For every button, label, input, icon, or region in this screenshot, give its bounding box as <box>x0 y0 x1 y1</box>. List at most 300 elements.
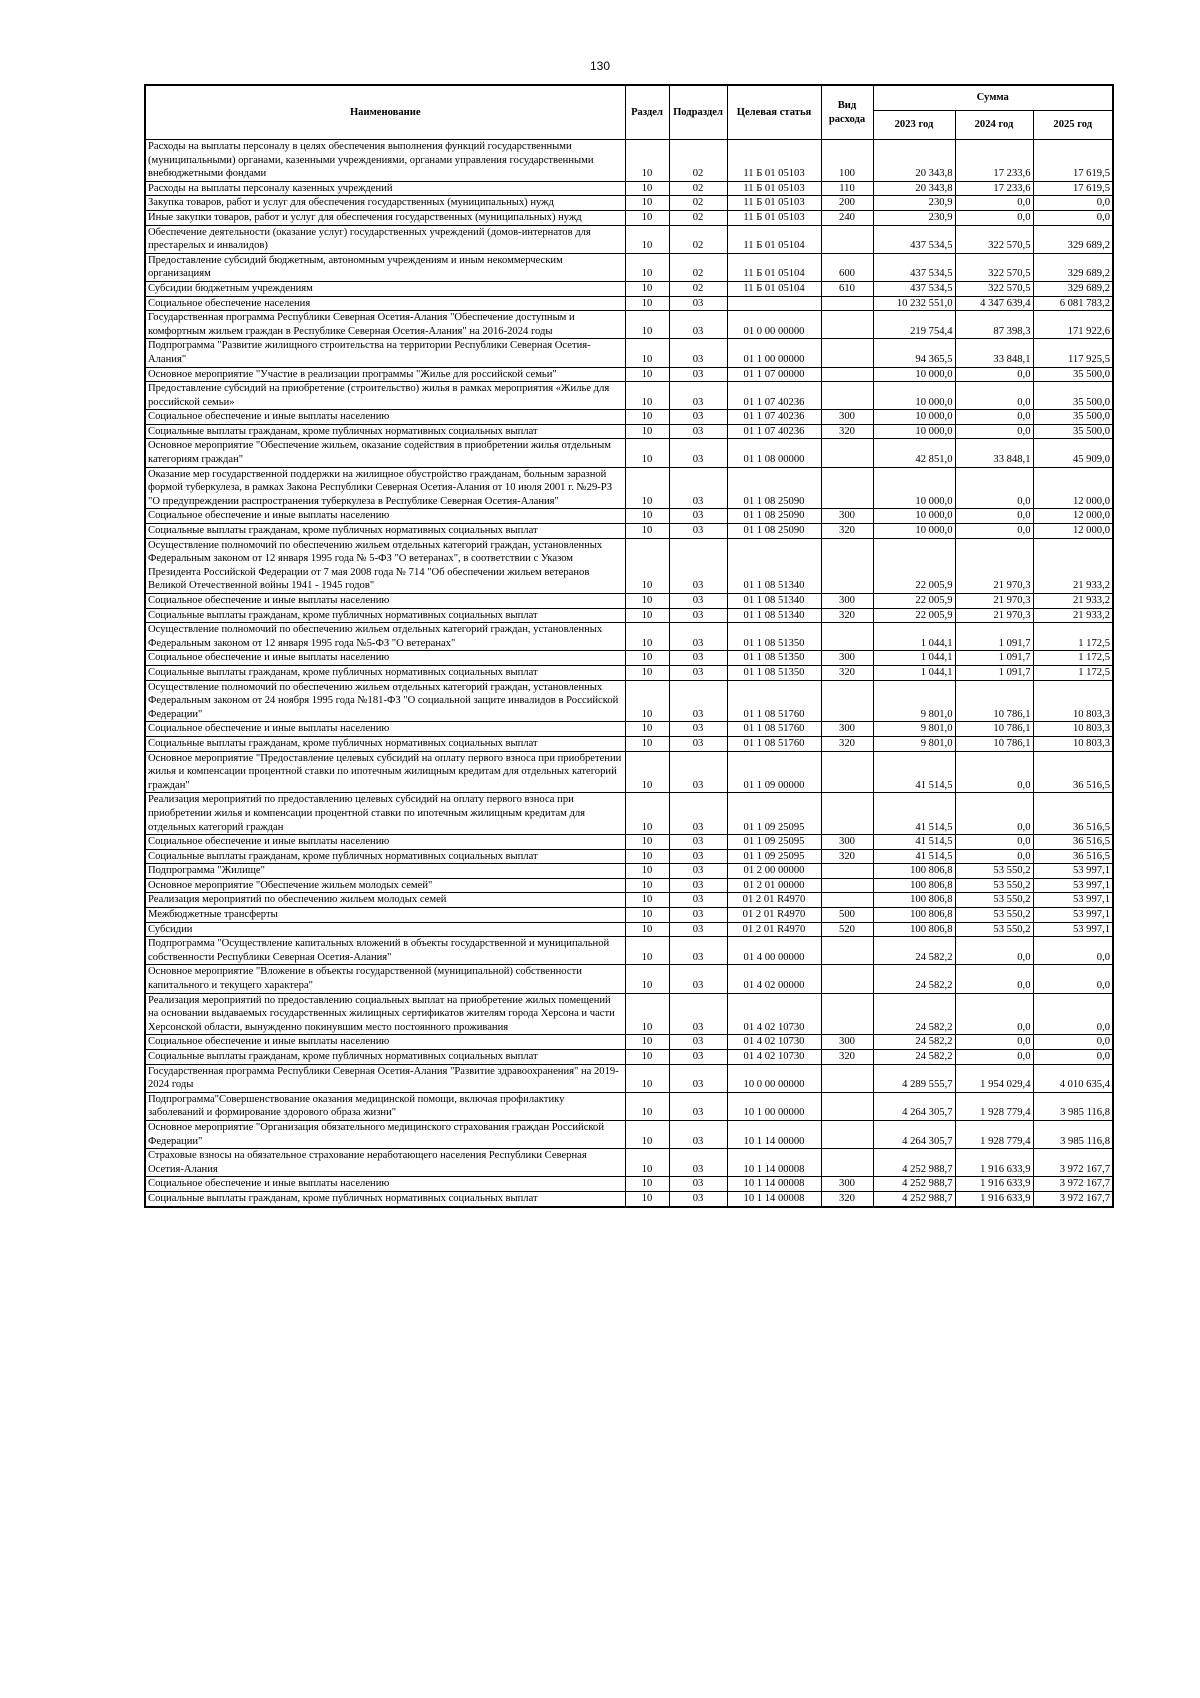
cell-sum-2024: 0,0 <box>955 410 1033 425</box>
cell-sum-2024: 53 550,2 <box>955 878 1033 893</box>
cell-expense-type: 320 <box>821 849 873 864</box>
cell-subsection: 03 <box>669 382 727 410</box>
cell-sum-2024: 1 928 779,4 <box>955 1120 1033 1148</box>
cell-target-article: 11 Б 01 05103 <box>727 181 821 196</box>
cell-name: Реализация мероприятий по предоставлению социальных выплат на приобретение жилых помещений на основании выдаваемых государственных жилищных сертификатов жителям города Херсона и части Херсонской области, вынужденно покинувшим место постоянного проживания <box>145 993 625 1035</box>
cell-sum-2025: 3 985 116,8 <box>1033 1120 1113 1148</box>
cell-target-article: 01 1 09 25095 <box>727 835 821 850</box>
cell-sum-2023: 10 000,0 <box>873 424 955 439</box>
cell-sum-2023: 24 582,2 <box>873 937 955 965</box>
cell-target-article: 11 Б 01 05104 <box>727 281 821 296</box>
cell-sum-2024: 0,0 <box>955 1035 1033 1050</box>
cell-sum-2023: 94 365,5 <box>873 339 955 367</box>
cell-sum-2023: 219 754,4 <box>873 311 955 339</box>
cell-sum-2025: 53 997,1 <box>1033 878 1113 893</box>
cell-sum-2025: 3 972 167,7 <box>1033 1177 1113 1192</box>
table-row <box>145 1120 1113 1148</box>
cell-expense-type: 320 <box>821 736 873 751</box>
cell-target-article: 01 1 08 51340 <box>727 608 821 623</box>
cell-sum-2024: 0,0 <box>955 424 1033 439</box>
cell-expense-type <box>821 1149 873 1177</box>
table-row <box>145 1035 1113 1050</box>
cell-sum-2024: 21 970,3 <box>955 594 1033 609</box>
cell-subsection: 02 <box>669 225 727 253</box>
cell-section: 10 <box>625 281 669 296</box>
cell-sum-2023: 230,9 <box>873 210 955 225</box>
cell-subsection: 02 <box>669 281 727 296</box>
cell-name: Закупка товаров, работ и услуг для обеспечения государственных (муниципальных) нужд <box>145 196 625 211</box>
table-row <box>145 281 1113 296</box>
cell-expense-type: 300 <box>821 1035 873 1050</box>
cell-name: Подпрограмма "Осуществление капитальных вложений в объекты государственной и муниципальной собственности Республики Северная Осетия-Алания" <box>145 937 625 965</box>
table-row <box>145 651 1113 666</box>
cell-sum-2024: 322 570,5 <box>955 281 1033 296</box>
cell-sum-2025: 0,0 <box>1033 1035 1113 1050</box>
cell-target-article: 01 1 08 25090 <box>727 509 821 524</box>
cell-sum-2024: 0,0 <box>955 210 1033 225</box>
cell-sum-2023: 10 232 551,0 <box>873 296 955 311</box>
table-row <box>145 623 1113 651</box>
header-year-2023: 2023 год <box>873 111 955 140</box>
table-row <box>145 311 1113 339</box>
cell-sum-2024: 33 848,1 <box>955 439 1033 467</box>
cell-expense-type: 320 <box>821 424 873 439</box>
cell-name: Социальные выплаты гражданам, кроме публичных нормативных социальных выплат <box>145 665 625 680</box>
cell-subsection: 03 <box>669 608 727 623</box>
cell-name: Социальное обеспечение и иные выплаты населению <box>145 410 625 425</box>
cell-name: Основное мероприятие "Участие в реализации программы "Жилье для российской семьи" <box>145 367 625 382</box>
cell-name: Основное мероприятие "Обеспечение жильем, оказание содействия в приобретении жилья отдельным категориям граждан" <box>145 439 625 467</box>
cell-sum-2023: 4 264 305,7 <box>873 1092 955 1120</box>
cell-expense-type: 300 <box>821 835 873 850</box>
header-expense-type: Вид расхода <box>821 85 873 140</box>
cell-target-article: 01 1 09 25095 <box>727 849 821 864</box>
cell-subsection: 03 <box>669 410 727 425</box>
cell-subsection: 03 <box>669 594 727 609</box>
cell-sum-2025: 53 997,1 <box>1033 864 1113 879</box>
table-row <box>145 1191 1113 1206</box>
cell-section: 10 <box>625 893 669 908</box>
header-year-2024: 2024 год <box>955 111 1033 140</box>
cell-sum-2025: 36 516,5 <box>1033 835 1113 850</box>
cell-target-article: 01 1 09 25095 <box>727 793 821 835</box>
cell-name: Иные закупки товаров, работ и услуг для обеспечения государственных (муниципальных) нужд <box>145 210 625 225</box>
cell-subsection: 03 <box>669 751 727 793</box>
cell-expense-type <box>821 965 873 993</box>
cell-sum-2025: 21 933,2 <box>1033 594 1113 609</box>
cell-subsection: 02 <box>669 140 727 182</box>
cell-sum-2025: 36 516,5 <box>1033 751 1113 793</box>
cell-sum-2024: 1 091,7 <box>955 665 1033 680</box>
cell-name: Социальные выплаты гражданам, кроме публичных нормативных социальных выплат <box>145 524 625 539</box>
cell-subsection: 03 <box>669 1035 727 1050</box>
cell-section: 10 <box>625 253 669 281</box>
cell-name: Предоставление субсидий на приобретение (строительство) жилья в рамках мероприятия «Жилье для российской семьи» <box>145 382 625 410</box>
cell-sum-2023: 42 851,0 <box>873 439 955 467</box>
cell-section: 10 <box>625 594 669 609</box>
cell-sum-2024: 17 233,6 <box>955 140 1033 182</box>
cell-sum-2024: 0,0 <box>955 524 1033 539</box>
cell-name: Подпрограмма "Развитие жилищного строительства на территории Республики Северная Осетия-Алания" <box>145 339 625 367</box>
table-row <box>145 893 1113 908</box>
cell-target-article: 01 1 07 40236 <box>727 382 821 410</box>
cell-sum-2024: 0,0 <box>955 849 1033 864</box>
cell-section: 10 <box>625 1035 669 1050</box>
cell-subsection: 03 <box>669 1149 727 1177</box>
cell-sum-2025: 35 500,0 <box>1033 424 1113 439</box>
cell-sum-2023: 10 000,0 <box>873 382 955 410</box>
cell-sum-2025: 10 803,3 <box>1033 680 1113 722</box>
cell-sum-2023: 100 806,8 <box>873 864 955 879</box>
cell-sum-2023: 100 806,8 <box>873 908 955 923</box>
table-row <box>145 1064 1113 1092</box>
table-row <box>145 296 1113 311</box>
cell-target-article: 10 1 14 00008 <box>727 1177 821 1192</box>
cell-sum-2023: 100 806,8 <box>873 922 955 937</box>
cell-sum-2024: 87 398,3 <box>955 311 1033 339</box>
cell-name: Реализация мероприятий по предоставлению целевых субсидий на оплату первого взноса при приобретении жилья и компенсации процентной ставки по ипотечным жилищным кредитам для отдельных категорий граждан <box>145 793 625 835</box>
table-row <box>145 849 1113 864</box>
cell-sum-2023: 1 044,1 <box>873 665 955 680</box>
page-number: 130 <box>589 59 611 73</box>
cell-sum-2025: 53 997,1 <box>1033 922 1113 937</box>
cell-sum-2023: 9 801,0 <box>873 722 955 737</box>
cell-target-article: 01 1 09 00000 <box>727 751 821 793</box>
cell-sum-2024: 53 550,2 <box>955 893 1033 908</box>
table-row <box>145 680 1113 722</box>
cell-target-article: 01 2 01 R4970 <box>727 893 821 908</box>
cell-expense-type <box>821 623 873 651</box>
cell-sum-2023: 100 806,8 <box>873 878 955 893</box>
cell-target-article: 11 Б 01 05104 <box>727 253 821 281</box>
cell-name: Подпрограмма"Совершенствование оказания медицинской помощи, включая профилактику заболеваний и формирование здорового образа жизни" <box>145 1092 625 1120</box>
cell-sum-2024: 1 916 633,9 <box>955 1191 1033 1206</box>
cell-expense-type <box>821 937 873 965</box>
table-row <box>145 253 1113 281</box>
cell-expense-type: 200 <box>821 196 873 211</box>
cell-sum-2023: 9 801,0 <box>873 736 955 751</box>
cell-sum-2025: 36 516,5 <box>1033 793 1113 835</box>
cell-expense-type <box>821 311 873 339</box>
cell-sum-2023: 4 252 988,7 <box>873 1149 955 1177</box>
cell-sum-2023: 20 343,8 <box>873 140 955 182</box>
cell-target-article: 01 1 08 51760 <box>727 680 821 722</box>
cell-section: 10 <box>625 878 669 893</box>
cell-section: 10 <box>625 296 669 311</box>
cell-name: Реализация мероприятий по обеспечению жильем молодых семей <box>145 893 625 908</box>
cell-subsection: 03 <box>669 367 727 382</box>
cell-section: 10 <box>625 793 669 835</box>
cell-sum-2024: 10 786,1 <box>955 736 1033 751</box>
cell-sum-2024: 21 970,3 <box>955 538 1033 593</box>
table-row <box>145 722 1113 737</box>
cell-sum-2025: 171 922,6 <box>1033 311 1113 339</box>
cell-sum-2024: 53 550,2 <box>955 922 1033 937</box>
table-row <box>145 225 1113 253</box>
table-row <box>145 367 1113 382</box>
table-row <box>145 1050 1113 1065</box>
cell-sum-2023: 41 514,5 <box>873 793 955 835</box>
cell-subsection: 03 <box>669 736 727 751</box>
cell-sum-2024: 0,0 <box>955 367 1033 382</box>
cell-target-article: 01 4 02 10730 <box>727 1050 821 1065</box>
cell-sum-2024: 0,0 <box>955 793 1033 835</box>
cell-section: 10 <box>625 835 669 850</box>
cell-sum-2025: 35 500,0 <box>1033 382 1113 410</box>
cell-target-article: 01 1 08 51350 <box>727 665 821 680</box>
cell-section: 10 <box>625 311 669 339</box>
cell-target-article: 01 1 08 25090 <box>727 467 821 509</box>
budget-table <box>144 84 1114 1208</box>
cell-sum-2023: 22 005,9 <box>873 538 955 593</box>
cell-subsection: 03 <box>669 1092 727 1120</box>
cell-sum-2023: 1 044,1 <box>873 651 955 666</box>
cell-sum-2023: 22 005,9 <box>873 608 955 623</box>
cell-expense-type <box>821 751 873 793</box>
cell-name: Осуществление полномочий по обеспечению жильем отдельных категорий граждан, установленных Федеральным законом от 24 ноября 1995 года №181-ФЗ "О социальной защите инвалидов в Российской Федерации" <box>145 680 625 722</box>
cell-section: 10 <box>625 665 669 680</box>
cell-target-article: 01 2 01 00000 <box>727 878 821 893</box>
table-row <box>145 751 1113 793</box>
cell-target-article: 01 1 08 25090 <box>727 524 821 539</box>
cell-sum-2024: 0,0 <box>955 382 1033 410</box>
cell-sum-2025: 0,0 <box>1033 210 1113 225</box>
cell-subsection: 02 <box>669 196 727 211</box>
cell-target-article: 01 0 00 00000 <box>727 311 821 339</box>
cell-target-article: 01 1 08 51350 <box>727 623 821 651</box>
cell-subsection: 03 <box>669 623 727 651</box>
cell-expense-type: 300 <box>821 594 873 609</box>
cell-sum-2025: 17 619,5 <box>1033 181 1113 196</box>
cell-sum-2025: 35 500,0 <box>1033 367 1113 382</box>
cell-name: Подпрограмма "Жилище" <box>145 864 625 879</box>
cell-target-article: 11 Б 01 05103 <box>727 210 821 225</box>
cell-sum-2025: 1 172,5 <box>1033 623 1113 651</box>
cell-name: Государственная программа Республики Северная Осетия-Алания "Обеспечение доступным и комфортным жильем граждан в Республике Северная Осетия-Алания" на 2016-2024 годы <box>145 311 625 339</box>
cell-name: Страховые взносы на обязательное страхование неработающего населения Республики Северная Осетия-Алания <box>145 1149 625 1177</box>
cell-sum-2025: 329 689,2 <box>1033 225 1113 253</box>
cell-section: 10 <box>625 410 669 425</box>
cell-sum-2023: 41 514,5 <box>873 849 955 864</box>
cell-sum-2025: 36 516,5 <box>1033 849 1113 864</box>
cell-expense-type <box>821 225 873 253</box>
cell-section: 10 <box>625 1064 669 1092</box>
table-row <box>145 524 1113 539</box>
table-row <box>145 210 1113 225</box>
cell-section: 10 <box>625 680 669 722</box>
cell-target-article: 01 4 02 00000 <box>727 965 821 993</box>
cell-target-article: 10 0 00 00000 <box>727 1064 821 1092</box>
cell-name: Социальное обеспечение и иные выплаты населению <box>145 835 625 850</box>
cell-sum-2023: 437 534,5 <box>873 253 955 281</box>
table-row <box>145 908 1113 923</box>
cell-name: Социальное обеспечение и иные выплаты населению <box>145 509 625 524</box>
cell-name: Предоставление субсидий бюджетным, автономным учреждениям и иным некоммерческим организациям <box>145 253 625 281</box>
table-row <box>145 196 1113 211</box>
cell-subsection: 03 <box>669 878 727 893</box>
cell-name: Обеспечение деятельности (оказание услуг) государственных учреждений (домов-интернатов для престарелых и инвалидов) <box>145 225 625 253</box>
cell-name: Расходы на выплаты персоналу в целях обеспечения выполнения функций государственными (муниципальными) органами, казенными учреждениями, органами управления государственными внебюджетными фондами <box>145 140 625 182</box>
cell-sum-2024: 0,0 <box>955 937 1033 965</box>
cell-subsection: 03 <box>669 665 727 680</box>
cell-section: 10 <box>625 1092 669 1120</box>
table-row <box>145 339 1113 367</box>
cell-section: 10 <box>625 608 669 623</box>
cell-section: 10 <box>625 467 669 509</box>
cell-sum-2023: 22 005,9 <box>873 594 955 609</box>
cell-expense-type: 110 <box>821 181 873 196</box>
cell-sum-2025: 10 803,3 <box>1033 736 1113 751</box>
cell-expense-type <box>821 878 873 893</box>
cell-section: 10 <box>625 181 669 196</box>
table-row <box>145 937 1113 965</box>
cell-sum-2025: 12 000,0 <box>1033 467 1113 509</box>
cell-subsection: 02 <box>669 253 727 281</box>
cell-sum-2023: 4 289 555,7 <box>873 1064 955 1092</box>
cell-expense-type <box>821 382 873 410</box>
table-row <box>145 467 1113 509</box>
table-row <box>145 864 1113 879</box>
cell-subsection: 03 <box>669 509 727 524</box>
cell-subsection: 03 <box>669 467 727 509</box>
cell-expense-type <box>821 680 873 722</box>
cell-sum-2023: 10 000,0 <box>873 367 955 382</box>
header-name: Наименование <box>145 85 625 140</box>
cell-name: Основное мероприятие "Обеспечение жильем молодых семей" <box>145 878 625 893</box>
cell-section: 10 <box>625 140 669 182</box>
cell-name: Социальное обеспечение и иные выплаты населению <box>145 722 625 737</box>
cell-name: Социальные выплаты гражданам, кроме публичных нормативных социальных выплат <box>145 849 625 864</box>
cell-sum-2024: 322 570,5 <box>955 253 1033 281</box>
cell-expense-type <box>821 339 873 367</box>
cell-sum-2024: 1 954 029,4 <box>955 1064 1033 1092</box>
cell-expense-type: 320 <box>821 524 873 539</box>
cell-expense-type <box>821 1120 873 1148</box>
cell-section: 10 <box>625 524 669 539</box>
cell-sum-2025: 12 000,0 <box>1033 509 1113 524</box>
cell-sum-2023: 24 582,2 <box>873 993 955 1035</box>
cell-target-article: 01 2 00 00000 <box>727 864 821 879</box>
cell-section: 10 <box>625 651 669 666</box>
table-row <box>145 835 1113 850</box>
cell-section: 10 <box>625 965 669 993</box>
table-row <box>145 509 1113 524</box>
cell-section: 10 <box>625 367 669 382</box>
cell-name: Социальное обеспечение и иные выплаты населению <box>145 594 625 609</box>
cell-sum-2023: 9 801,0 <box>873 680 955 722</box>
cell-expense-type <box>821 793 873 835</box>
cell-sum-2024: 17 233,6 <box>955 181 1033 196</box>
cell-sum-2023: 20 343,8 <box>873 181 955 196</box>
cell-sum-2023: 4 252 988,7 <box>873 1191 955 1206</box>
cell-expense-type <box>821 1092 873 1120</box>
cell-sum-2024: 10 786,1 <box>955 722 1033 737</box>
cell-section: 10 <box>625 1177 669 1192</box>
header-section: Раздел <box>625 85 669 140</box>
cell-target-article: 10 1 14 00008 <box>727 1191 821 1206</box>
cell-sum-2025: 3 972 167,7 <box>1033 1149 1113 1177</box>
cell-name: Основное мероприятие "Вложение в объекты государственной (муниципальной) собственности капитального и текущего характера" <box>145 965 625 993</box>
cell-expense-type: 500 <box>821 908 873 923</box>
cell-sum-2024: 21 970,3 <box>955 608 1033 623</box>
cell-expense-type <box>821 439 873 467</box>
cell-expense-type <box>821 993 873 1035</box>
cell-name: Социальные выплаты гражданам, кроме публичных нормативных социальных выплат <box>145 608 625 623</box>
cell-name: Основное мероприятие "Предоставление целевых субсидий на оплату первого взноса при приобретении жилья и компенсации процентной ставки по ипотечным жилищным кредитам для отдельных категорий граждан" <box>145 751 625 793</box>
cell-subsection: 03 <box>669 538 727 593</box>
cell-sum-2024: 0,0 <box>955 993 1033 1035</box>
cell-target-article: 01 1 08 51760 <box>727 736 821 751</box>
cell-subsection: 02 <box>669 181 727 196</box>
cell-sum-2024: 4 347 639,4 <box>955 296 1033 311</box>
cell-target-article: 10 1 14 00000 <box>727 1120 821 1148</box>
cell-target-article: 10 1 14 00008 <box>727 1149 821 1177</box>
cell-subsection: 03 <box>669 439 727 467</box>
cell-sum-2023: 24 582,2 <box>873 1050 955 1065</box>
cell-name: Осуществление полномочий по обеспечению жильем отдельных категорий граждан, установленных Федеральным законом от 12 января 1995 года № 5-ФЗ "О ветеранах", в соответствии с Указом Президента Российской Федерации от 7 мая 2008 года № 714 "Об обеспечении жильем ветеранов Великой Отечественной войны 1941 - 1945 годов" <box>145 538 625 593</box>
cell-expense-type: 320 <box>821 665 873 680</box>
cell-target-article: 11 Б 01 05103 <box>727 196 821 211</box>
table-row <box>145 922 1113 937</box>
cell-section: 10 <box>625 922 669 937</box>
cell-sum-2024: 0,0 <box>955 196 1033 211</box>
cell-expense-type <box>821 864 873 879</box>
cell-name: Основное мероприятие "Организация обязательного медицинского страхования граждан Российской Федерации" <box>145 1120 625 1148</box>
cell-subsection: 03 <box>669 937 727 965</box>
cell-subsection: 03 <box>669 922 727 937</box>
cell-subsection: 03 <box>669 1120 727 1148</box>
cell-sum-2024: 0,0 <box>955 751 1033 793</box>
cell-target-article: 01 1 08 00000 <box>727 439 821 467</box>
cell-target-article: 01 2 01 R4970 <box>727 908 821 923</box>
cell-sum-2025: 53 997,1 <box>1033 893 1113 908</box>
cell-expense-type: 520 <box>821 922 873 937</box>
cell-sum-2023: 41 514,5 <box>873 835 955 850</box>
cell-name: Оказание мер государственной поддержки на жилищное обустройство гражданам, больным заразной формой туберкулеза, в рамках Закона Республики Северная Осетия-Алания от 10 июля 2001 г. №29-РЗ "О предупреждении распространения туберкулеза в Республике Северная Осетия-Алания" <box>145 467 625 509</box>
cell-sum-2023: 10 000,0 <box>873 410 955 425</box>
cell-target-article: 01 4 00 00000 <box>727 937 821 965</box>
cell-section: 10 <box>625 509 669 524</box>
cell-name: Субсидии бюджетным учреждениям <box>145 281 625 296</box>
cell-expense-type <box>821 296 873 311</box>
cell-sum-2024: 53 550,2 <box>955 908 1033 923</box>
cell-name: Социальное обеспечение и иные выплаты населению <box>145 651 625 666</box>
cell-sum-2024: 33 848,1 <box>955 339 1033 367</box>
cell-sum-2024: 1 091,7 <box>955 623 1033 651</box>
table-row <box>145 736 1113 751</box>
cell-section: 10 <box>625 1050 669 1065</box>
cell-subsection: 03 <box>669 849 727 864</box>
cell-sum-2023: 4 264 305,7 <box>873 1120 955 1148</box>
cell-sum-2025: 329 689,2 <box>1033 281 1113 296</box>
cell-subsection: 03 <box>669 1064 727 1092</box>
cell-expense-type: 240 <box>821 210 873 225</box>
cell-section: 10 <box>625 225 669 253</box>
cell-subsection: 03 <box>669 296 727 311</box>
cell-target-article: 01 1 07 40236 <box>727 424 821 439</box>
cell-sum-2023: 10 000,0 <box>873 524 955 539</box>
cell-name: Социальное обеспечение и иные выплаты населению <box>145 1177 625 1192</box>
cell-name: Осуществление полномочий по обеспечению жильем отдельных категорий граждан, установленных Федеральным законом от 12 января 1995 года №5-ФЗ "О ветеранах" <box>145 623 625 651</box>
cell-name: Социальное обеспечение населения <box>145 296 625 311</box>
cell-sum-2024: 0,0 <box>955 1050 1033 1065</box>
cell-section: 10 <box>625 210 669 225</box>
cell-sum-2025: 3 985 116,8 <box>1033 1092 1113 1120</box>
table-row <box>145 608 1113 623</box>
cell-expense-type <box>821 1064 873 1092</box>
cell-sum-2025: 1 172,5 <box>1033 665 1113 680</box>
cell-section: 10 <box>625 538 669 593</box>
